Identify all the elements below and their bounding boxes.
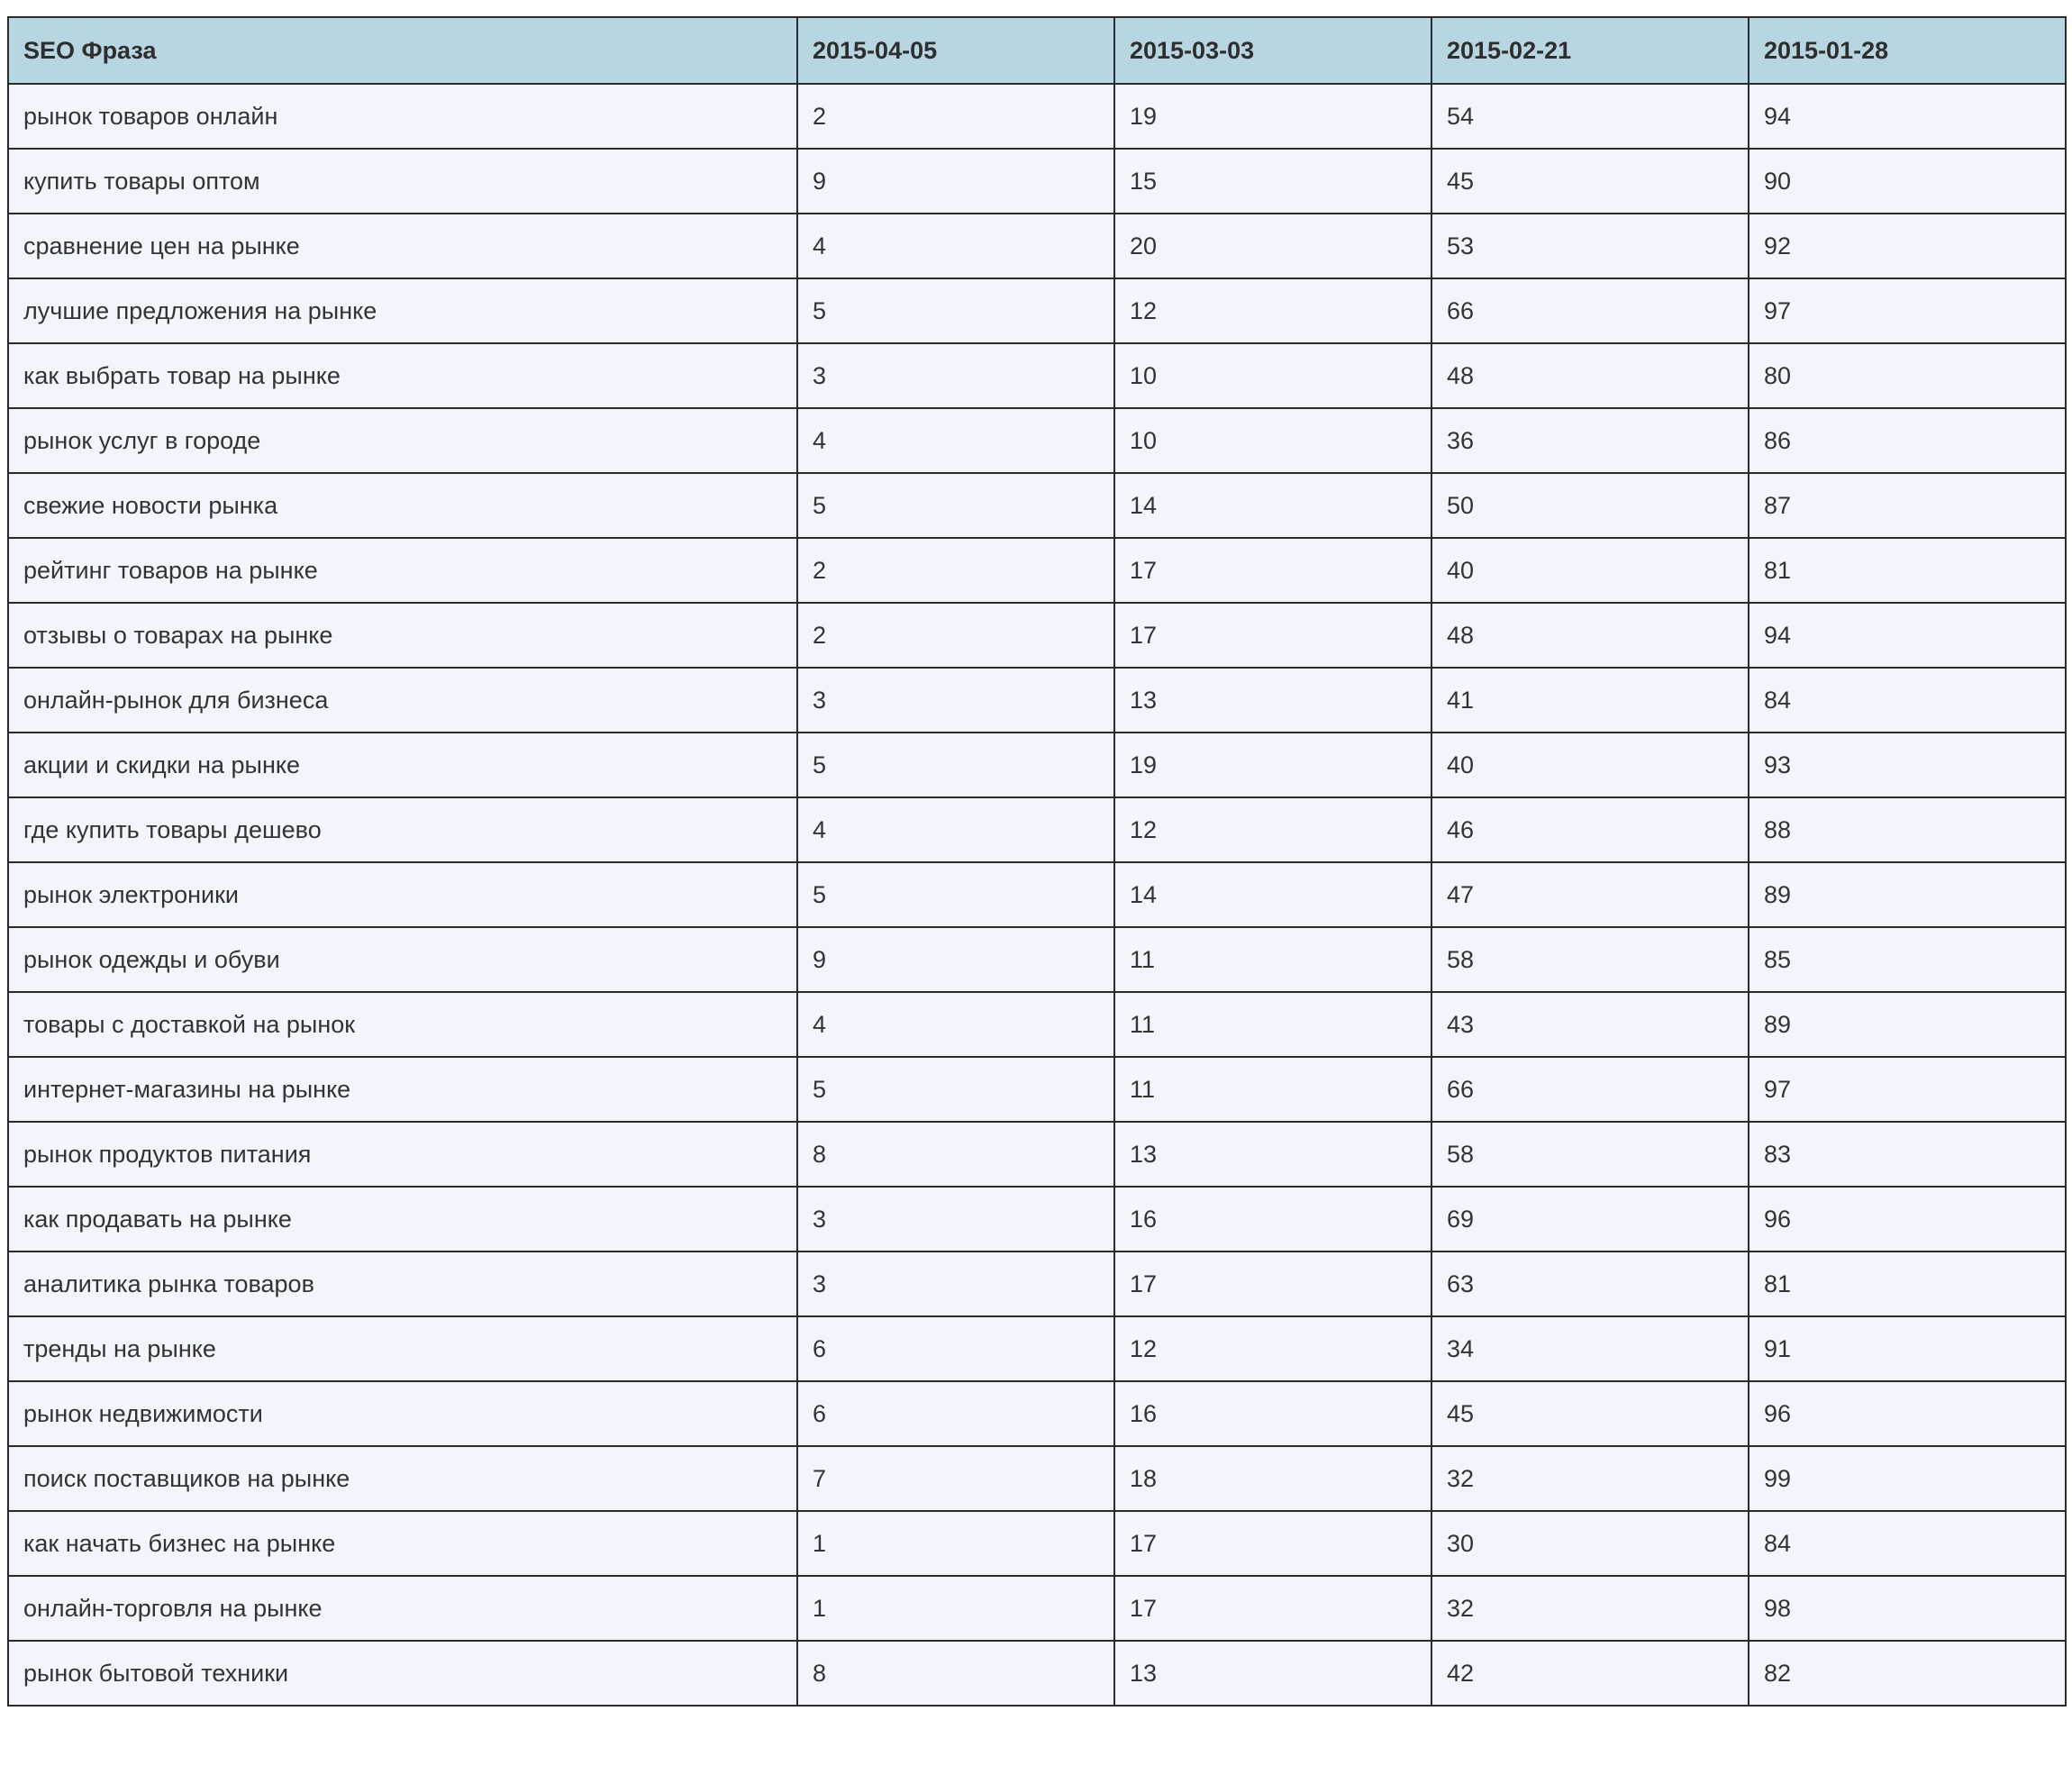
position-cell: 20 [1114, 214, 1431, 278]
position-cell: 88 [1749, 797, 2066, 862]
seo-phrase-cell: рейтинг товаров на рынке [8, 538, 797, 603]
position-cell: 84 [1749, 668, 2066, 733]
seo-phrase-cell: как выбрать товар на рынке [8, 343, 797, 408]
position-cell: 2 [797, 603, 1114, 668]
column-header-date-3[interactable]: 2015-02-21 [1431, 17, 1749, 84]
position-cell: 11 [1114, 992, 1431, 1057]
table-row [8, 408, 2066, 473]
position-cell: 19 [1114, 84, 1431, 149]
position-cell: 81 [1749, 1252, 2066, 1316]
position-cell: 7 [797, 1446, 1114, 1511]
position-cell: 19 [1114, 733, 1431, 797]
position-cell: 97 [1749, 1057, 2066, 1122]
position-cell: 5 [797, 733, 1114, 797]
table-row [8, 603, 2066, 668]
position-cell: 47 [1431, 862, 1749, 927]
table-row [8, 862, 2066, 927]
table-row [8, 343, 2066, 408]
position-cell: 15 [1114, 149, 1431, 214]
table-row [8, 797, 2066, 862]
seo-phrase-cell: поиск поставщиков на рынке [8, 1446, 797, 1511]
seo-phrase-cell: сравнение цен на рынке [8, 214, 797, 278]
seo-phrase-cell: как начать бизнес на рынке [8, 1511, 797, 1576]
position-cell: 18 [1114, 1446, 1431, 1511]
seo-phrase-cell: свежие новости рынка [8, 473, 797, 538]
seo-rankings-table [7, 16, 2067, 1707]
position-cell: 40 [1431, 538, 1749, 603]
seo-phrase-cell: акции и скидки на рынке [8, 733, 797, 797]
position-cell: 63 [1431, 1252, 1749, 1316]
position-cell: 48 [1431, 603, 1749, 668]
seo-phrase-cell: рынок недвижимости [8, 1381, 797, 1446]
position-cell: 16 [1114, 1187, 1431, 1252]
position-cell: 4 [797, 214, 1114, 278]
seo-phrase-cell: онлайн-торговля на рынке [8, 1576, 797, 1641]
position-cell: 96 [1749, 1187, 2066, 1252]
position-cell: 16 [1114, 1381, 1431, 1446]
position-cell: 98 [1749, 1576, 2066, 1641]
position-cell: 14 [1114, 473, 1431, 538]
position-cell: 11 [1114, 1057, 1431, 1122]
position-cell: 32 [1431, 1576, 1749, 1641]
table-row [8, 1187, 2066, 1252]
position-cell: 87 [1749, 473, 2066, 538]
position-cell: 82 [1749, 1641, 2066, 1706]
position-cell: 17 [1114, 1511, 1431, 1576]
table-row [8, 1252, 2066, 1316]
position-cell: 6 [797, 1381, 1114, 1446]
table-row [8, 538, 2066, 603]
position-cell: 45 [1431, 149, 1749, 214]
position-cell: 84 [1749, 1511, 2066, 1576]
table-row [8, 1511, 2066, 1576]
position-cell: 46 [1431, 797, 1749, 862]
position-cell: 14 [1114, 862, 1431, 927]
seo-phrase-cell: аналитика рынка товаров [8, 1252, 797, 1316]
position-cell: 5 [797, 1057, 1114, 1122]
position-cell: 3 [797, 1252, 1114, 1316]
position-cell: 94 [1749, 84, 2066, 149]
table-body [8, 84, 2066, 1706]
position-cell: 48 [1431, 343, 1749, 408]
position-cell: 92 [1749, 214, 2066, 278]
seo-phrase-cell: рынок услуг в городе [8, 408, 797, 473]
position-cell: 4 [797, 992, 1114, 1057]
position-cell: 94 [1749, 603, 2066, 668]
seo-phrase-cell: товары с доставкой на рынок [8, 992, 797, 1057]
seo-phrase-cell: рынок одежды и обуви [8, 927, 797, 992]
position-cell: 17 [1114, 538, 1431, 603]
seo-phrase-cell: где купить товары дешево [8, 797, 797, 862]
table-row [8, 84, 2066, 149]
position-cell: 4 [797, 408, 1114, 473]
position-cell: 66 [1431, 278, 1749, 343]
position-cell: 86 [1749, 408, 2066, 473]
position-cell: 42 [1431, 1641, 1749, 1706]
table-row [8, 1122, 2066, 1187]
position-cell: 10 [1114, 343, 1431, 408]
table-row [8, 214, 2066, 278]
table-row [8, 1316, 2066, 1381]
position-cell: 9 [797, 149, 1114, 214]
position-cell: 99 [1749, 1446, 2066, 1511]
position-cell: 69 [1431, 1187, 1749, 1252]
position-cell: 10 [1114, 408, 1431, 473]
column-header-date-1[interactable]: 2015-04-05 [797, 17, 1114, 84]
header-row [8, 17, 2066, 84]
position-cell: 80 [1749, 343, 2066, 408]
position-cell: 6 [797, 1316, 1114, 1381]
position-cell: 58 [1431, 927, 1749, 992]
position-cell: 1 [797, 1511, 1114, 1576]
position-cell: 3 [797, 343, 1114, 408]
column-header-seo-phrase[interactable]: SEO Фраза [8, 17, 797, 84]
seo-phrase-cell: онлайн-рынок для бизнеса [8, 668, 797, 733]
position-cell: 17 [1114, 1252, 1431, 1316]
seo-phrase-cell: тренды на рынке [8, 1316, 797, 1381]
position-cell: 85 [1749, 927, 2066, 992]
table-row [8, 1381, 2066, 1446]
position-cell: 2 [797, 538, 1114, 603]
position-cell: 3 [797, 668, 1114, 733]
position-cell: 8 [797, 1641, 1114, 1706]
position-cell: 36 [1431, 408, 1749, 473]
position-cell: 5 [797, 862, 1114, 927]
position-cell: 17 [1114, 1576, 1431, 1641]
position-cell: 93 [1749, 733, 2066, 797]
position-cell: 12 [1114, 797, 1431, 862]
position-cell: 97 [1749, 278, 2066, 343]
position-cell: 54 [1431, 84, 1749, 149]
position-cell: 96 [1749, 1381, 2066, 1446]
column-header-date-2[interactable]: 2015-03-03 [1114, 17, 1431, 84]
position-cell: 50 [1431, 473, 1749, 538]
table-row [8, 927, 2066, 992]
position-cell: 45 [1431, 1381, 1749, 1446]
position-cell: 9 [797, 927, 1114, 992]
position-cell: 17 [1114, 603, 1431, 668]
position-cell: 40 [1431, 733, 1749, 797]
seo-table-container [7, 16, 2065, 1707]
table-row [8, 278, 2066, 343]
position-cell: 83 [1749, 1122, 2066, 1187]
position-cell: 90 [1749, 149, 2066, 214]
position-cell: 11 [1114, 927, 1431, 992]
seo-phrase-cell: лучшие предложения на рынке [8, 278, 797, 343]
seo-phrase-cell: рынок электроники [8, 862, 797, 927]
table-row [8, 992, 2066, 1057]
position-cell: 58 [1431, 1122, 1749, 1187]
table-row [8, 149, 2066, 214]
table-row [8, 668, 2066, 733]
table-row [8, 1446, 2066, 1511]
position-cell: 34 [1431, 1316, 1749, 1381]
seo-phrase-cell: интернет-магазины на рынке [8, 1057, 797, 1122]
seo-phrase-cell: купить товары оптом [8, 149, 797, 214]
seo-phrase-cell: как продавать на рынке [8, 1187, 797, 1252]
position-cell: 12 [1114, 278, 1431, 343]
position-cell: 5 [797, 473, 1114, 538]
position-cell: 91 [1749, 1316, 2066, 1381]
position-cell: 5 [797, 278, 1114, 343]
position-cell: 41 [1431, 668, 1749, 733]
position-cell: 81 [1749, 538, 2066, 603]
seo-phrase-cell: отзывы о товарах на рынке [8, 603, 797, 668]
position-cell: 13 [1114, 1641, 1431, 1706]
position-cell: 4 [797, 797, 1114, 862]
position-cell: 53 [1431, 214, 1749, 278]
position-cell: 89 [1749, 992, 2066, 1057]
position-cell: 30 [1431, 1511, 1749, 1576]
position-cell: 3 [797, 1187, 1114, 1252]
position-cell: 66 [1431, 1057, 1749, 1122]
position-cell: 12 [1114, 1316, 1431, 1381]
position-cell: 13 [1114, 1122, 1431, 1187]
table-header [8, 17, 2066, 84]
position-cell: 13 [1114, 668, 1431, 733]
position-cell: 8 [797, 1122, 1114, 1187]
position-cell: 2 [797, 84, 1114, 149]
table-row [8, 1057, 2066, 1122]
table-row [8, 1576, 2066, 1641]
position-cell: 89 [1749, 862, 2066, 927]
table-row [8, 473, 2066, 538]
table-row [8, 1641, 2066, 1706]
seo-phrase-cell: рынок товаров онлайн [8, 84, 797, 149]
position-cell: 32 [1431, 1446, 1749, 1511]
position-cell: 43 [1431, 992, 1749, 1057]
position-cell: 1 [797, 1576, 1114, 1641]
column-header-date-4[interactable]: 2015-01-28 [1749, 17, 2066, 84]
table-row [8, 733, 2066, 797]
seo-phrase-cell: рынок продуктов питания [8, 1122, 797, 1187]
seo-phrase-cell: рынок бытовой техники [8, 1641, 797, 1706]
